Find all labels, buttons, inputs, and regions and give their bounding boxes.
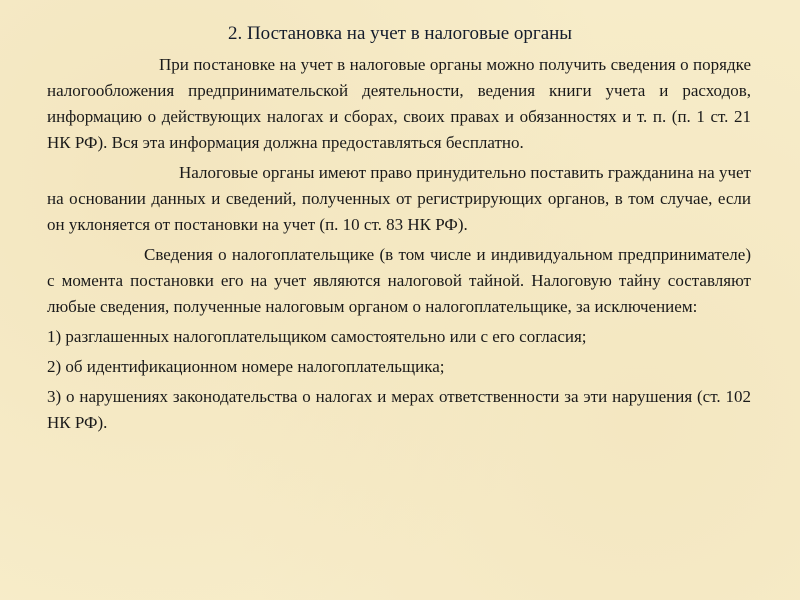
paragraph-tax-secret: Сведения о налогоплательщике (в том числе и индивидуальном предпринимателе) с момента постановки его на учет являются налоговой тайной. Налоговую тайну составляют любые сведения, полученные налоговым органом о налогоплательщике, за исключением:: [47, 245, 751, 316]
paragraph-registration-info: При постановке на учет в налоговые органы можно получить сведения о порядке налогообложения предпринимательской деятельности, ведения книги учета и расходов, информацию о действующих налогах и сборах, своих правах и обязанностях и т. п. (п. 1 ст. 21 НК РФ). Вся эта информация должна предоставляться бесплатно.: [47, 55, 751, 152]
slide-body: [47, 52, 751, 440]
list-item-exception-2: 2) об идентификационном номере налогоплательщика;: [47, 357, 445, 376]
slide-title: 2. Постановка на учет в налоговые органы: [227, 23, 573, 44]
list-item-exception-1: 1) разглашенных налогоплательщиком самостоятельно или с его согласия;: [47, 327, 587, 346]
paragraph-forced-registration: Налоговые органы имеют право принудительно поставить гражданина на учет на основании данных и сведений, полученных от регистрирующих органов, в том случае, если он уклоняется от постановки на учет (п. 10 ст. 83 НК РФ).: [47, 163, 751, 234]
list-item-exception-3: 3) о нарушениях законодательства о налогах и мерах ответственности за эти нарушения (ст. 102 НК РФ).: [47, 387, 751, 432]
